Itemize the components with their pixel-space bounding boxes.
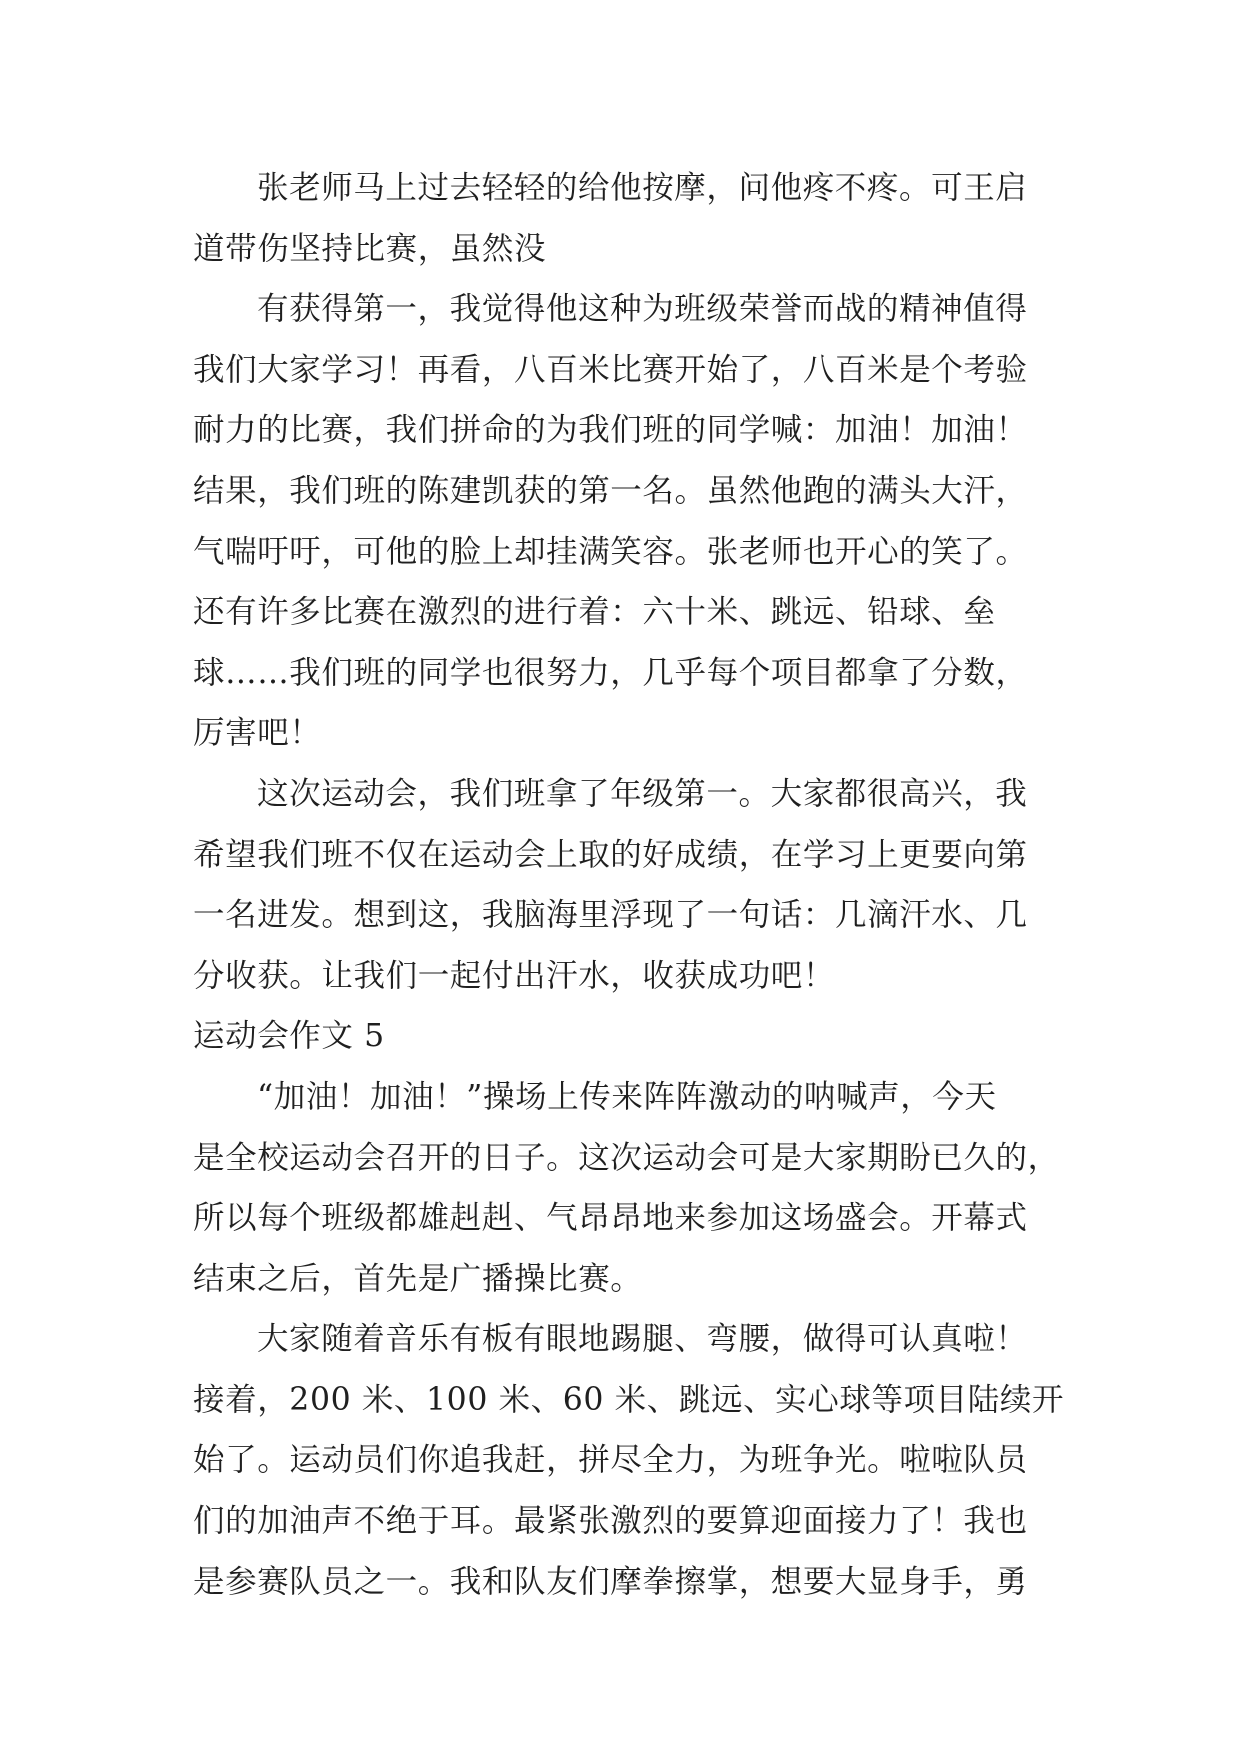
text-line: 气喘吁吁，可他的脸上却挂满笑容。张老师也开心的笑了。 bbox=[193, 533, 1028, 570]
text-line: 有获得第一，我觉得他这种为班级荣誉而战的精神值得 bbox=[257, 291, 1028, 328]
text-line: 大家随着音乐有板有眼地踢腿、弯腰，做得可认真啦！ bbox=[257, 1321, 1028, 1358]
paragraph-2 bbox=[193, 279, 1063, 764]
text-line: 结束之后，首先是广播操比赛。 bbox=[193, 1260, 643, 1297]
paragraph-1 bbox=[193, 158, 1063, 279]
text-line: 厉害吧！ bbox=[193, 715, 322, 752]
text-line: “加油！加油！”操场上传来阵阵激动的呐喊声，今天 bbox=[257, 1078, 997, 1115]
text-line: 张老师马上过去轻轻的给他按摩，问他疼不疼。可王启 bbox=[257, 170, 1028, 206]
text-line: 球……我们班的同学也很努力，几乎每个项目都拿了分数， bbox=[193, 654, 1028, 691]
text-line: 分收获。让我们一起付出汗水，收获成功吧！ bbox=[193, 957, 836, 994]
text-line: 道带伤坚持比赛，虽然没 bbox=[193, 230, 547, 267]
text-line: 是参赛队员之一。我和队友们摩拳擦掌，想要大显身手，勇 bbox=[193, 1563, 1028, 1600]
text-line: 这次运动会，我们班拿了年级第一。大家都很高兴，我 bbox=[257, 775, 1028, 812]
paragraph-3 bbox=[193, 764, 1063, 1006]
text-line: 耐力的比赛，我们拼命的为我们班的同学喊：加油！加油！ bbox=[193, 412, 1028, 449]
text-line: 结果，我们班的陈建凯获的第一名。虽然他跑的满头大汗， bbox=[193, 472, 1028, 509]
paragraph-5 bbox=[193, 1309, 1063, 1612]
text-line: 始了。运动员们你追我赶，拼尽全力，为班争光。啦啦队员 bbox=[193, 1442, 1028, 1479]
text-line: 我们大家学习！再看，八百米比赛开始了，八百米是个考验 bbox=[193, 351, 1028, 388]
text-line: 一名进发。想到这，我脑海里浮现了一句话：几滴汗水、几 bbox=[193, 897, 1028, 934]
text-line: 接着，200 米、100 米、60 米、跳远、实心球等项目陆续开 bbox=[193, 1381, 1065, 1418]
paragraph-4 bbox=[193, 1067, 1063, 1309]
text-line: 是全校运动会召开的日子。这次运动会可是大家期盼已久的， bbox=[193, 1139, 1060, 1176]
text-line: 还有许多比赛在激烈的进行着：六十米、跳远、铅球、垒 bbox=[193, 594, 996, 631]
section-title: 运动会作文 5 bbox=[193, 1018, 385, 1055]
text-line: 们的加油声不绝于耳。最紧张激烈的要算迎面接力了！我也 bbox=[193, 1503, 1028, 1540]
document-body bbox=[193, 158, 1063, 1612]
text-line: 希望我们班不仅在运动会上取的好成绩，在学习上更要向第 bbox=[193, 836, 1028, 873]
text-line: 所以每个班级都雄赳赳、气昂昂地来参加这场盛会。开幕式 bbox=[193, 1200, 1028, 1237]
